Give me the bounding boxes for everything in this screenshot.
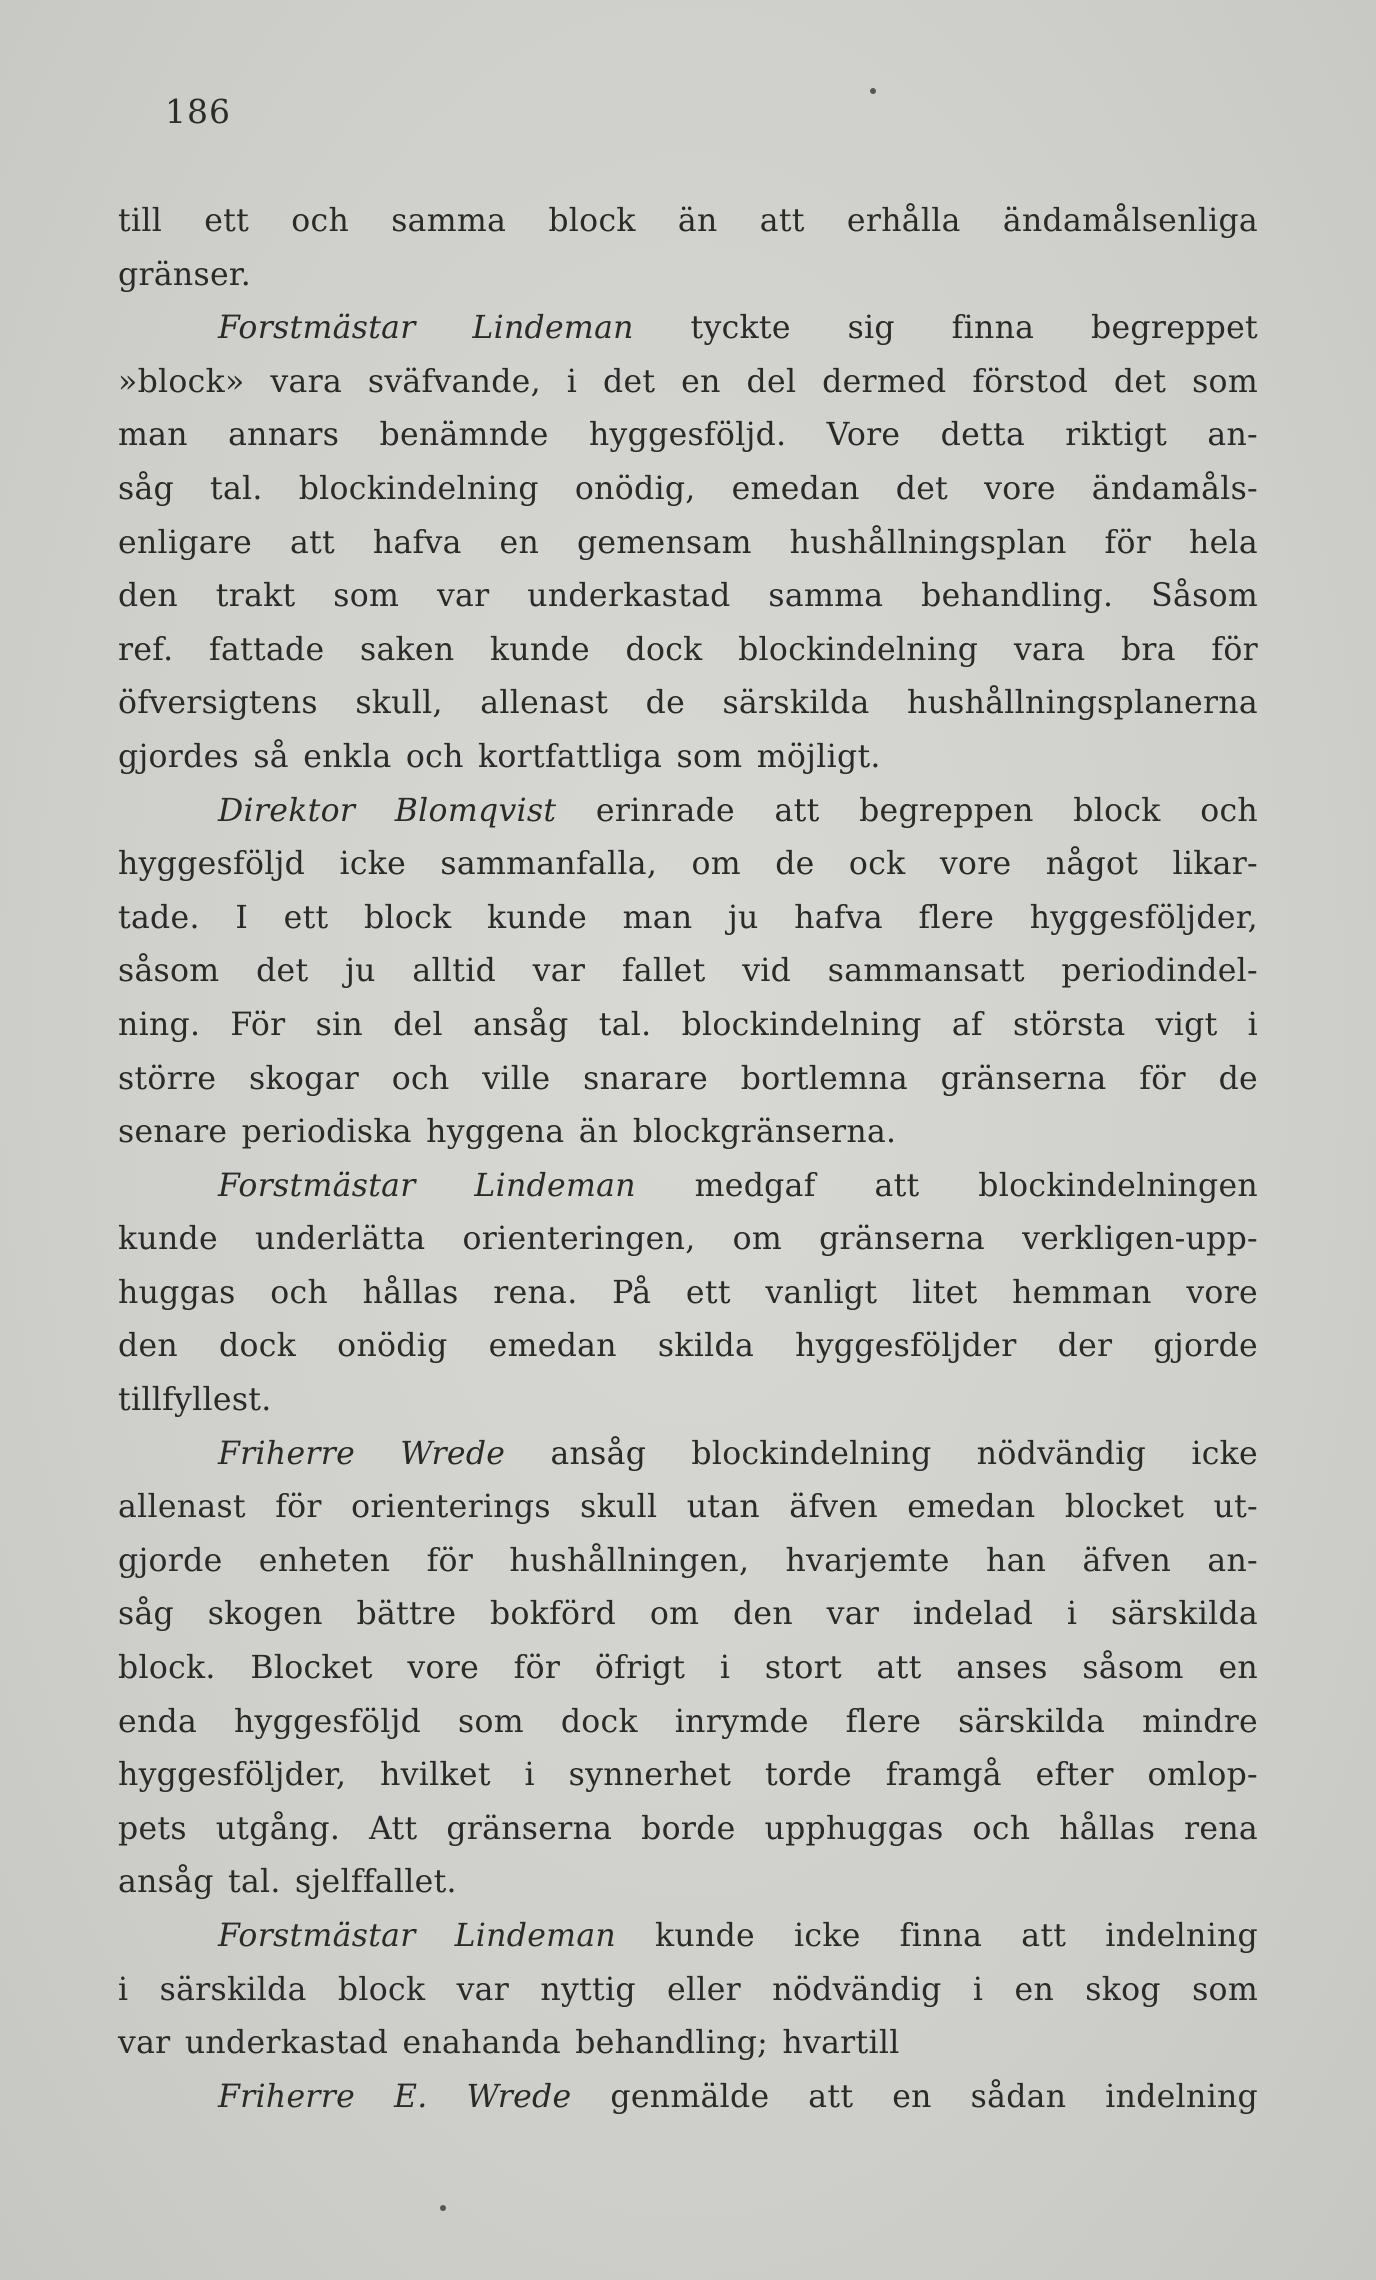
ink-speck [870, 88, 876, 94]
speaker-name: Forstmästar Lindeman [218, 1918, 617, 1954]
text-line [118, 1106, 1258, 1160]
text-line [118, 570, 1258, 624]
line-text: i särskilda block var nyttig eller nödvändig i en skog som [118, 1971, 1258, 2008]
line-text: hyggesföljder, hvilket i synnerhet torde framgå efter omlop- [118, 1757, 1258, 1794]
line-text: större skogar och ville snarare bortlemna gränserna för de [118, 1060, 1258, 1097]
line-text: såg skogen bättre bokförd om den var indelad i särskilda [118, 1596, 1258, 1633]
text-line [118, 2071, 1258, 2125]
line-text: medgaf att blockindelningen [635, 1167, 1258, 1204]
line-text: man annars benämnde hyggesföljd. Vore detta riktigt an- [118, 417, 1258, 454]
speaker-name: Forstmästar Lindeman [218, 310, 634, 347]
text-line [118, 302, 1258, 356]
text-line [118, 1535, 1258, 1589]
line-text: block. Blocket vore för öfrigt i stort att anses såsom en [118, 1650, 1258, 1687]
text-line [118, 1320, 1258, 1374]
text-line [118, 624, 1258, 678]
line-text: var underkastad enahanda behandling; hvartill [118, 2025, 900, 2062]
line-text: pets utgång. Att gränserna borde upphuggas och hållas rena [118, 1810, 1258, 1847]
line-text: gränser. [118, 256, 252, 293]
text-line [118, 409, 1258, 463]
speaker-name: Forstmästar Lindeman [218, 1167, 636, 1204]
line-text: enligare att hafva en gemensam hushållningsplan för hela [118, 524, 1258, 561]
text-line [118, 1910, 1258, 1964]
text-line [118, 1964, 1258, 2018]
line-text: till ett och samma block än att erhålla ändamålsenliga [118, 203, 1258, 239]
line-text: kunde icke finna att indelning [616, 1918, 1259, 1954]
line-text: ref. fattade saken kunde dock blockindelning vara bra för [118, 631, 1258, 668]
text-line [118, 677, 1258, 731]
text-line [118, 999, 1258, 1053]
text-line [118, 517, 1258, 571]
line-text: den trakt som var underkastad samma behandling. Såsom [118, 578, 1258, 615]
line-text: erinrade att begreppen block och [556, 792, 1258, 829]
text-line [118, 1053, 1258, 1107]
body-text [118, 195, 1258, 2124]
text-line [118, 892, 1258, 946]
line-text: öfversigtens skull, allenast de särskilda hushållningsplanerna [118, 685, 1258, 722]
line-text: tyckte sig finna begreppet [633, 310, 1258, 347]
text-line [118, 838, 1258, 892]
text-line [118, 1428, 1258, 1482]
text-line [118, 945, 1258, 999]
text-line [118, 195, 1258, 249]
text-line [118, 785, 1258, 839]
line-text: genmälde att en sådan indelning [571, 2078, 1258, 2115]
line-text: enda hyggesföljd som dock inrymde flere särskilda mindre [118, 1703, 1258, 1740]
line-text: gjorde enheten för hushållningen, hvarjemte han äfven an- [118, 1542, 1258, 1579]
line-text: allenast för orienterings skull utan äfven emedan blocket ut- [118, 1489, 1258, 1526]
text-line [118, 1642, 1258, 1696]
line-text: den dock onödig emedan skilda hyggesföljder der gjorde [118, 1328, 1258, 1365]
line-text: »block» vara sväfvande, i det en del dermed förstod det som [118, 363, 1258, 400]
text-line [118, 356, 1258, 410]
text-line [118, 1160, 1258, 1214]
line-text: ansåg tal. sjelffallet. [118, 1864, 457, 1901]
line-text: tillfyllest. [118, 1382, 272, 1419]
text-line [118, 1374, 1258, 1428]
speaker-name: Friherre Wrede [218, 1435, 506, 1472]
text-line [118, 1481, 1258, 1535]
line-text: gjordes så enkla och kortfattliga som möjligt. [118, 738, 881, 775]
line-text: hyggesföljd icke sammanfalla, om de ock vore något likar- [118, 846, 1258, 883]
speaker-name: Direktor Blomqvist [218, 792, 557, 829]
text-line [118, 1267, 1258, 1321]
line-text: såg tal. blockindelning onödig, emedan det vore ändamåls- [118, 470, 1258, 507]
text-line [118, 2017, 1258, 2071]
text-line [118, 249, 1258, 303]
page-number: 186 [165, 92, 231, 131]
text-line [118, 1856, 1258, 1910]
text-line [118, 1803, 1258, 1857]
line-text: senare periodiska hyggena än blockgränserna. [118, 1114, 897, 1151]
text-line [118, 1696, 1258, 1750]
line-text: huggas och hållas rena. På ett vanligt litet hemman vore [118, 1274, 1258, 1311]
line-text: kunde underlätta orienteringen, om gränserna verkligen-upp- [118, 1221, 1258, 1258]
line-text: såsom det ju alltid var fallet vid sammansatt periodindel- [118, 953, 1258, 990]
text-line [118, 1588, 1258, 1642]
line-text: ning. För sin del ansåg tal. blockindelning af största vigt i [118, 1006, 1258, 1043]
text-line [118, 463, 1258, 517]
line-text: ansåg blockindelning nödvändig icke [505, 1435, 1258, 1472]
text-line [118, 1749, 1258, 1803]
text-line [118, 1213, 1258, 1267]
ink-speck [440, 2205, 446, 2211]
speaker-name: Friherre E. Wrede [218, 2078, 572, 2115]
line-text: tade. I ett block kunde man ju hafva flere hyggesföljder, [118, 899, 1258, 936]
text-line [118, 731, 1258, 785]
